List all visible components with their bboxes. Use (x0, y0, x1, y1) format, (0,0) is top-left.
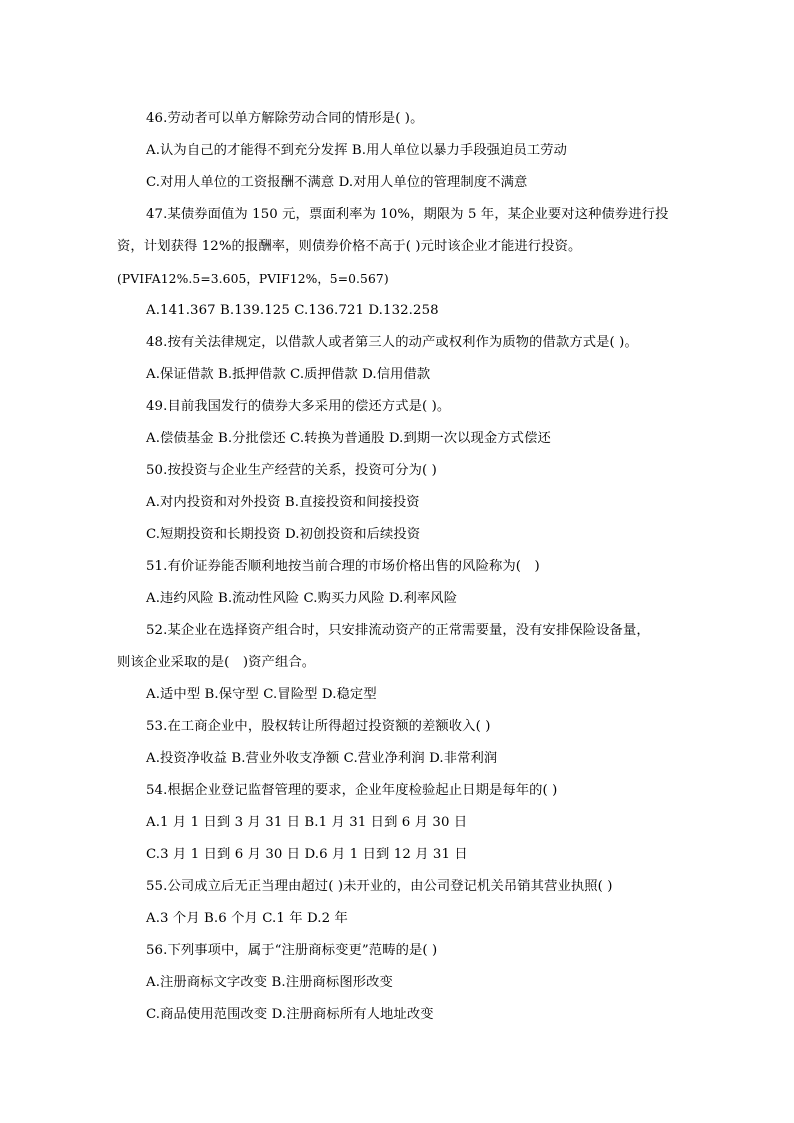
question-49: 49.目前我国发行的债券大多采用的偿还方式是( )。 (146, 399, 451, 414)
question-51: 51.有价证券能否顺利地按当前合理的市场价格出售的风险称为( ) (146, 559, 540, 574)
question-55-options: A.3 个月 B.6 个月 C.1 年 D.2 年 (146, 911, 348, 926)
question-54-options-ab: A.1 月 1 日到 3 月 31 日 B.1 月 31 日到 6 月 30 日 (146, 815, 468, 830)
question-53-options: A.投资净收益 B.营业外收支净额 C.营业净利润 D.非常利润 (146, 751, 498, 766)
question-47: 47.某债券面值为 150 元，票面利率为 10%，期限为 5 年，某企业要对这种债券进行投 (146, 207, 669, 222)
question-50: 50.按投资与企业生产经营的关系，投资可分为( ) (146, 463, 437, 478)
question-56: 56.下列事项中，属于“注册商标变更”范畴的是( ) (146, 943, 438, 958)
question-46-options-ab: A.认为自己的才能得不到充分发挥 B.用人单位以暴力手段强迫员工劳动 (146, 143, 568, 158)
question-51-options: A.违约风险 B.流动性风险 C.购买力风险 D.利率风险 (146, 591, 458, 606)
question-47-continued: 资，计划获得 12%的报酬率，则债券价格不高于( )元时该企业才能进行投资。 (117, 239, 582, 254)
question-46-options-cd: C.对用人单位的工资报酬不满意 D.对用人单位的管理制度不满意 (146, 175, 528, 190)
question-56-options-cd: C.商品使用范围改变 D.注册商标所有人地址改变 (146, 1007, 434, 1022)
question-46: 46.劳动者可以单方解除劳动合同的情形是( )。 (146, 111, 424, 126)
question-53: 53.在工商企业中，股权转让所得超过投资额的差额收入( ) (146, 719, 491, 734)
question-48: 48.按有关法律规定，以借款人或者第三人的动产或权利作为质物的借款方式是( )。 (146, 335, 638, 350)
question-52: 52.某企业在选择资产组合时，只安排流动资产的正常需要量，没有安排保险设备量， (146, 623, 650, 638)
question-52-continued: 则该企业采取的是( )资产组合。 (117, 655, 316, 670)
question-56-options-ab: A.注册商标文字改变 B.注册商标图形改变 (146, 975, 393, 990)
question-50-options-ab: A.对内投资和对外投资 B.直接投资和间接投资 (146, 495, 420, 510)
question-48-options: A.保证借款 B.抵押借款 C.质押借款 D.信用借款 (146, 367, 431, 382)
question-47-options: A.141.367 B.139.125 C.136.721 D.132.258 (146, 303, 439, 318)
question-49-options: A.偿债基金 B.分批偿还 C.转换为普通股 D.到期一次以现金方式偿还 (146, 431, 551, 446)
question-47-formula: (PVIFA12%.5=3.605，PVIF12%，5=0.567) (117, 272, 389, 286)
question-54-options-cd: C.3 月 1 日到 6 月 30 日 D.6 月 1 日到 12 月 31 日 (146, 847, 468, 862)
question-55: 55.公司成立后无正当理由超过( )未开业的，由公司登记机关吊销其营业执照( ) (146, 879, 613, 894)
question-52-options: A.适中型 B.保守型 C.冒险型 D.稳定型 (146, 687, 377, 702)
question-54: 54.根据企业登记监督管理的要求，企业年度检验起止日期是每年的( ) (146, 783, 558, 798)
question-50-options-cd: C.短期投资和长期投资 D.初创投资和后续投资 (146, 527, 421, 542)
